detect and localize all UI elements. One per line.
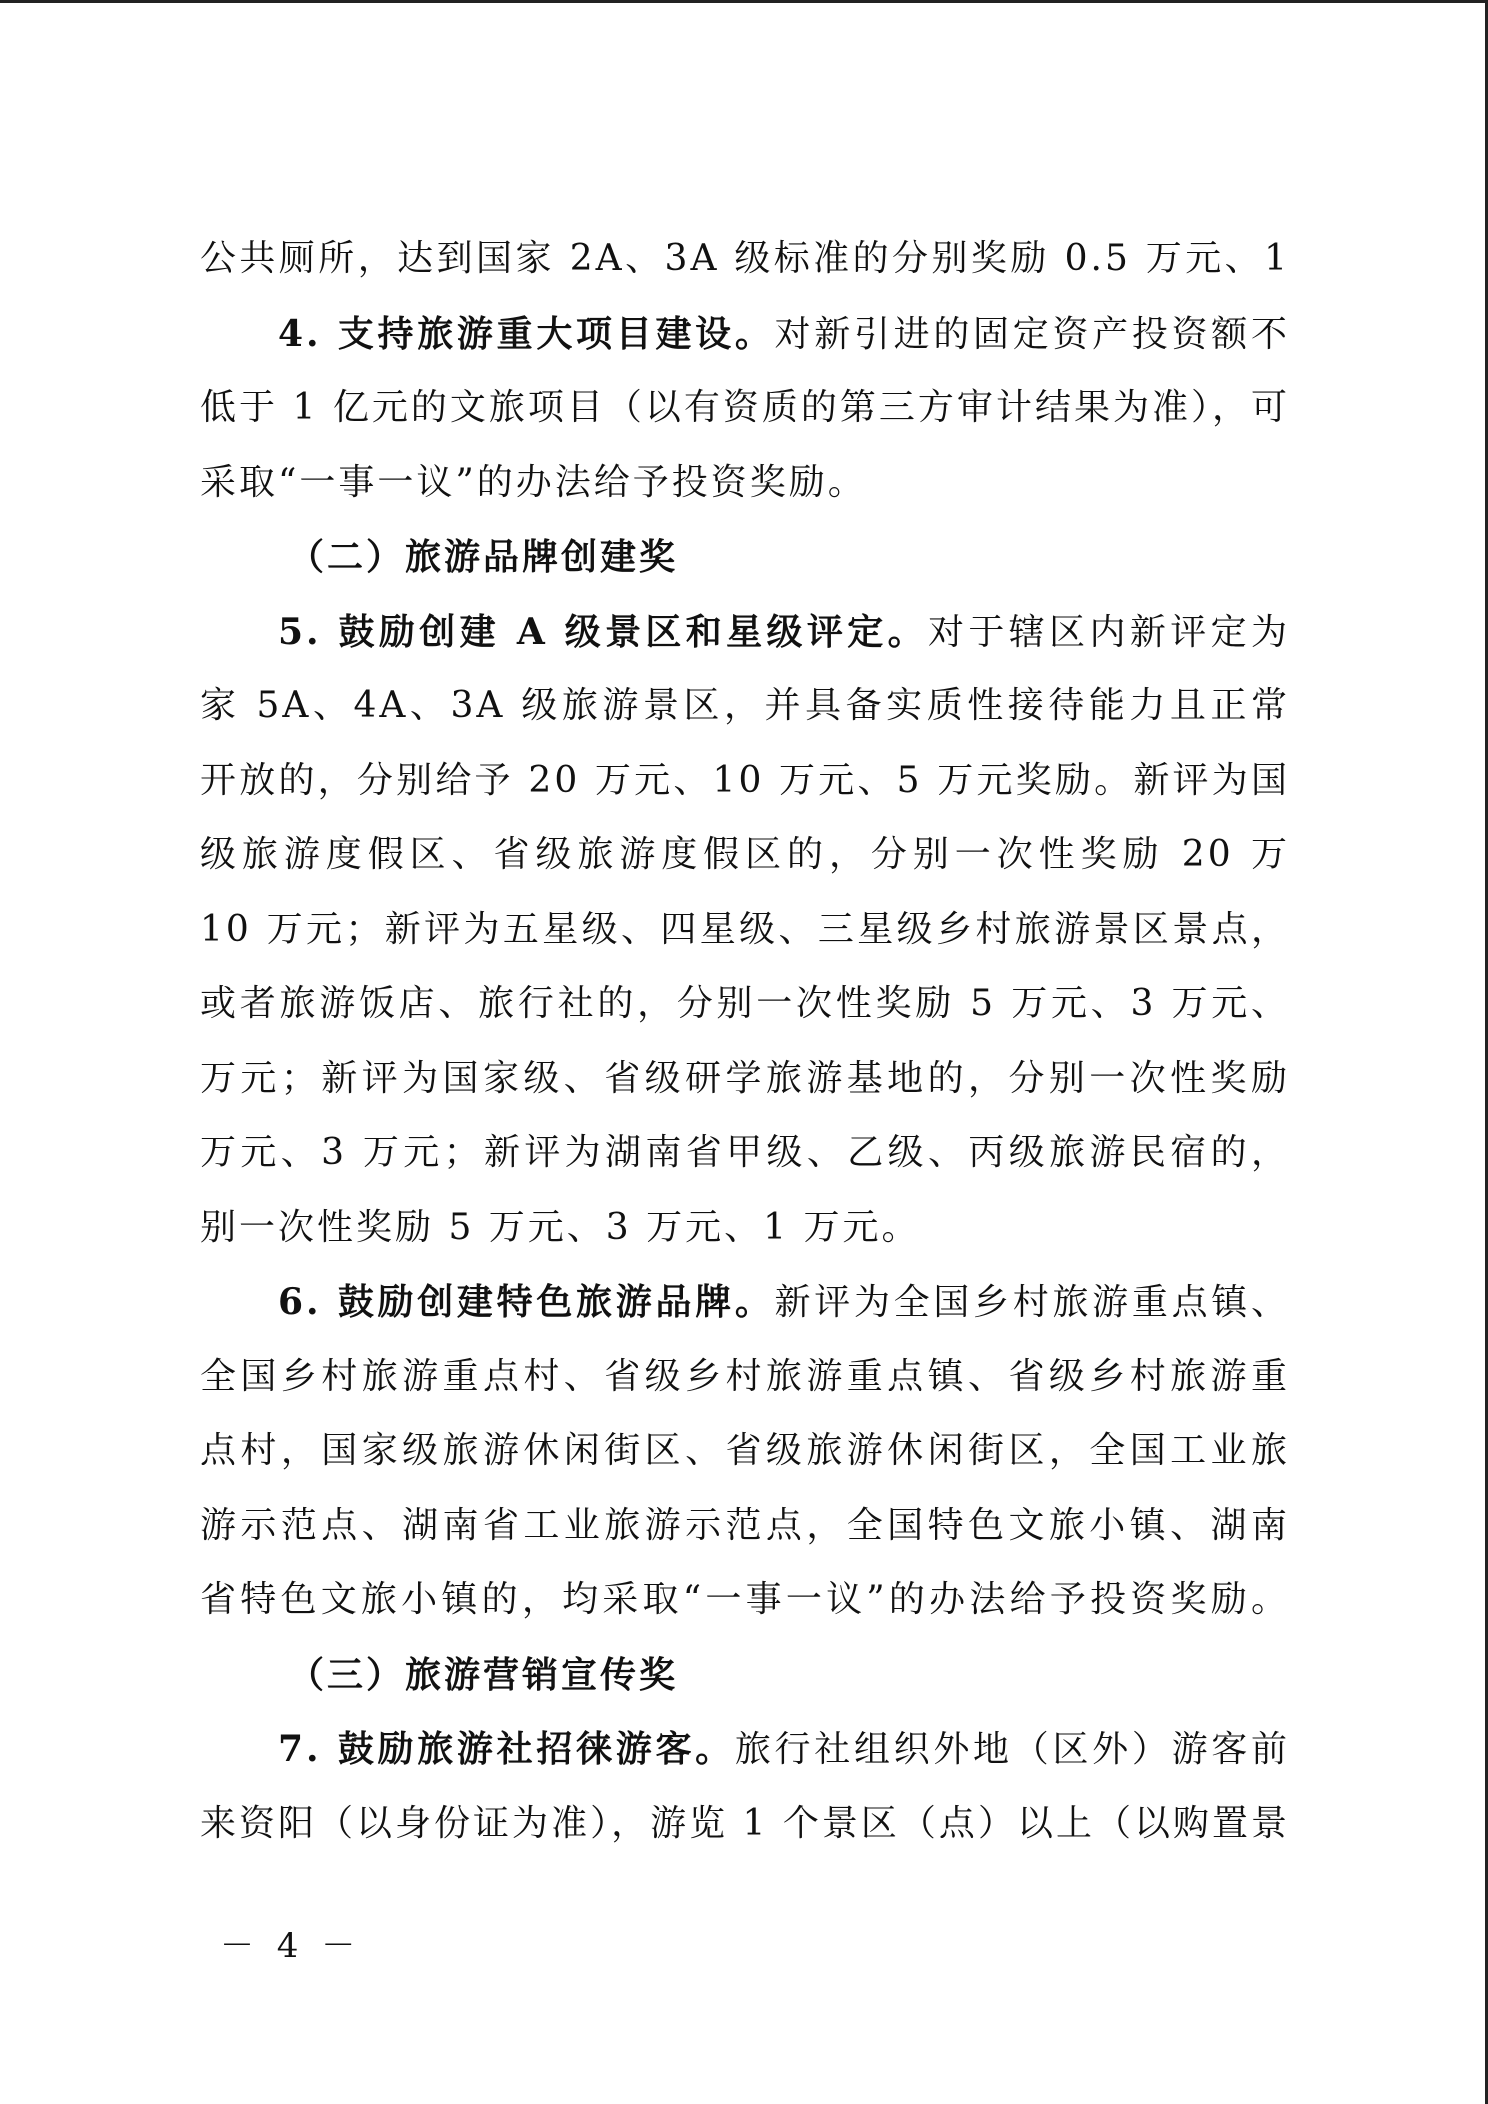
item-6-heading: 6. 鼓励创建特色旅游品牌。: [278, 1281, 775, 1323]
line-text: 万元；新评为国家级、省级研学旅游基地的，分别一次性奖励: [200, 1057, 1290, 1099]
paragraph-line: [200, 1116, 1290, 1191]
paragraph-line: [200, 1563, 1290, 1638]
line-text: 开放的，分别给予 20 万元、10 万元、5 万元奖励。新评为国: [200, 759, 1290, 801]
paragraph-line: [200, 818, 1290, 893]
line-text: 全国乡村旅游重点村、省级乡村旅游重点镇、省级乡村旅游重: [200, 1355, 1290, 1397]
paragraph-line: [200, 669, 1290, 744]
line-text: 10 万元；新评为五星级、四星级、三星级乡村旅游景区景点，: [200, 908, 1290, 950]
paragraph-line: [200, 1787, 1290, 1862]
line-text: 点村，国家级旅游休闲街区、省级旅游休闲街区，全国工业旅: [200, 1430, 1290, 1471]
line-text: 旅行社组织外地（区外）游客前: [734, 1729, 1290, 1770]
line-text: 家 5A、4A、3A 级旅游景区，并具备实质性接待能力且正常: [200, 685, 1290, 726]
item-5-line: [200, 595, 1290, 670]
line-text: 别一次性奖励 5 万元、3 万元、1 万元。: [200, 1206, 921, 1248]
paragraph-line: [200, 893, 1290, 968]
item-7-line: [200, 1712, 1290, 1787]
section-heading-text: （三）旅游营销宣传奖: [288, 1653, 679, 1696]
item-7-heading: 7. 鼓励旅游社招徕游客。: [278, 1728, 735, 1770]
line-text: 游示范点、湖南省工业旅游示范点，全国特色文旅小镇、湖南: [200, 1504, 1290, 1546]
line-text: 对于辖区内新评定为: [928, 611, 1290, 653]
paragraph-line: [200, 371, 1290, 446]
paragraph-line: [200, 1414, 1290, 1489]
section-heading-3: [200, 1638, 1290, 1713]
paragraph-line: [200, 1191, 1290, 1266]
line-text: 万元、3 万元；新评为湖南省甲级、乙级、丙级旅游民宿的，: [200, 1132, 1290, 1173]
line-text: 采取“一事一议”的办法给予投资奖励。: [200, 461, 867, 503]
line-text: 来资阳（以身份证为准），游览 1 个景区（点）以上（以购置景: [200, 1802, 1290, 1844]
item-5-heading: 5. 鼓励创建 A 级景区和星级评定。: [278, 610, 929, 653]
paragraph-line: [200, 1489, 1290, 1564]
line-text: 公共厕所，达到国家 2A、3A 级标准的分别奖励 0.5 万元、1: [200, 238, 1290, 279]
paragraph-line: [200, 1042, 1290, 1117]
page-number: － 4 －: [220, 1926, 362, 1966]
section-heading-text: （二）旅游品牌创建奖: [288, 536, 679, 578]
page-border-top: [0, 0, 1488, 3]
section-heading-2: [200, 520, 1290, 595]
line-text: 低于 1 亿元的文旅项目（以有资质的第三方审计结果为准），可: [200, 387, 1290, 428]
line-text: 新评为全国乡村旅游重点镇、: [774, 1282, 1290, 1323]
paragraph-line: [200, 1340, 1290, 1415]
line-text: 级旅游度假区、省级旅游度假区的，分别一次性奖励 20 万: [200, 834, 1290, 875]
item-4-line: [200, 297, 1290, 372]
paragraph-line: [200, 222, 1290, 297]
item-4-heading: 4. 支持旅游重大项目建设。: [278, 312, 775, 355]
paragraph-line: [200, 744, 1290, 819]
line-text: 省特色文旅小镇的，均采取“一事一议”的办法给予投资奖励。: [200, 1579, 1290, 1620]
item-6-line: [200, 1265, 1290, 1340]
line-text: 或者旅游饭店、旅行社的，分别一次性奖励 5 万元、3 万元、: [200, 983, 1290, 1024]
line-text: 对新引进的固定资产投资额不: [774, 313, 1290, 355]
paragraph-line: [200, 967, 1290, 1042]
paragraph-line: [200, 446, 1290, 521]
document-body: [200, 222, 1290, 1861]
